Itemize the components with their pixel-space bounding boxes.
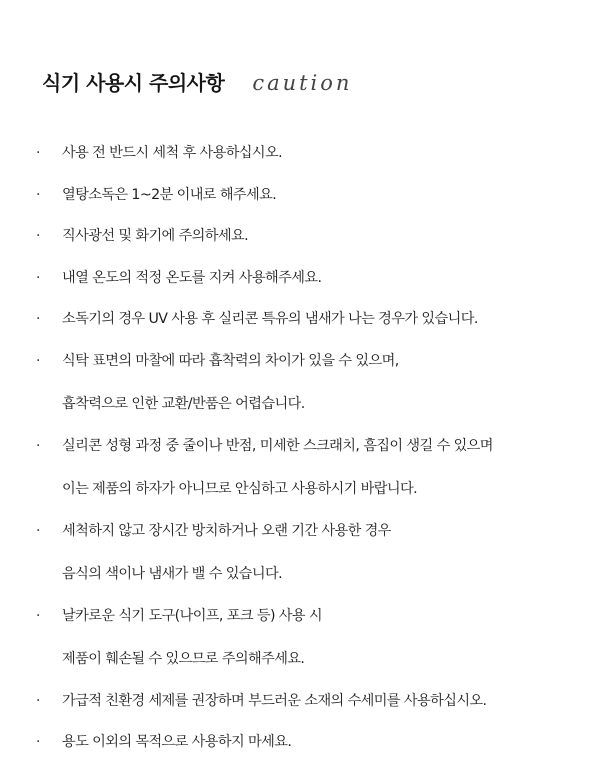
- list-item-line: 사용 전 반드시 세척 후 사용하십시오.: [62, 145, 283, 161]
- line-spacer: [62, 632, 576, 644]
- bullet-dot-icon: ·: [36, 311, 41, 327]
- list-item-line: 용도 이외의 목적으로 사용하지 마세요.: [62, 734, 292, 750]
- bullet-dot-icon: ·: [36, 352, 41, 369]
- list-item: [36, 221, 576, 253]
- list-spacer: [36, 294, 576, 304]
- list-item-text: [62, 346, 576, 421]
- header: [42, 66, 352, 96]
- list-item: [36, 727, 576, 759]
- list-item-line: 실리콘 성형 과정 중 줄이나 반점, 미세한 스크래치, 흠집이 생길 수 있으며: [62, 437, 493, 454]
- list-item-text: [62, 263, 576, 295]
- list-spacer: [36, 336, 576, 346]
- list-item: [36, 263, 576, 295]
- list-spacer: [36, 211, 576, 221]
- line-spacer: [62, 377, 576, 389]
- list-item-text: [62, 221, 576, 253]
- list-item: [36, 346, 576, 421]
- list-item-line: 가급적 친환경 세제를 권장하며 부드러운 소재의 수세미를 사용하십시오.: [62, 692, 487, 709]
- caution-list: [36, 138, 576, 759]
- bullet-dot-icon: ·: [36, 186, 41, 203]
- bullet-dot-icon: ·: [36, 145, 41, 161]
- list-item-text: [62, 431, 576, 506]
- list-item: [36, 686, 576, 718]
- list-item-text: [62, 686, 576, 718]
- bullet-dot-icon: ·: [36, 269, 41, 286]
- bullet-dot-icon: ·: [36, 692, 41, 709]
- list-item-text: [62, 601, 576, 676]
- list-item-line: 제품이 훼손될 수 있으므로 주의해주세요.: [62, 651, 305, 667]
- bullet-dot-icon: ·: [36, 228, 41, 244]
- list-item-line: 내열 온도의 적정 온도를 지켜 사용해주세요.: [62, 269, 322, 286]
- list-spacer: [36, 506, 576, 516]
- line-spacer: [62, 462, 576, 474]
- list-item-line: 직사광선 및 화기에 주의하세요.: [62, 228, 249, 244]
- list-spacer: [36, 421, 576, 431]
- list-item: [36, 601, 576, 676]
- list-item-line: 소독기의 경우 UV 사용 후 실리콘 특유의 냄새가 나는 경우가 있습니다.: [62, 311, 478, 327]
- list-item-line: 이는 제품의 하자가 아니므로 안심하고 사용하시기 바랍니다.: [62, 481, 417, 497]
- page-title: 식기 사용시 주의사항: [42, 70, 225, 95]
- list-item-line: 흡착력으로 인한 교환/반품은 어렵습니다.: [62, 396, 305, 412]
- list-item: [36, 516, 576, 591]
- list-item-text: [62, 180, 576, 212]
- list-item-line: 음식의 색이나 냄새가 밸 수 있습니다.: [62, 566, 283, 582]
- list-item-line: 식탁 표면의 마찰에 따라 흡착력의 차이가 있을 수 있으며,: [62, 352, 399, 369]
- list-item-line: 날카로운 식기 도구(나이프, 포크 등) 사용 시: [62, 607, 323, 624]
- list-spacer: [36, 253, 576, 263]
- list-item: [36, 138, 576, 170]
- caution-script-label: caution: [252, 71, 353, 95]
- bullet-dot-icon: ·: [36, 734, 41, 750]
- list-item: [36, 180, 576, 212]
- list-item-text: [62, 516, 576, 591]
- bullet-dot-icon: ·: [36, 522, 41, 539]
- list-spacer: [36, 676, 576, 686]
- bullet-dot-icon: ·: [36, 437, 41, 454]
- list-item-text: [62, 727, 576, 759]
- list-item-line: 세척하지 않고 장시간 방치하거나 오랜 기간 사용한 경우: [62, 522, 391, 539]
- list-item: [36, 304, 576, 336]
- list-item: [36, 431, 576, 506]
- list-spacer: [36, 717, 576, 727]
- list-spacer: [36, 170, 576, 180]
- line-spacer: [62, 547, 576, 559]
- list-item-text: [62, 138, 576, 170]
- bullet-dot-icon: ·: [36, 607, 41, 624]
- list-item-text: [62, 304, 576, 336]
- list-item-line: 열탕소독은 1~2분 이내로 해주세요.: [62, 186, 277, 203]
- list-spacer: [36, 591, 576, 601]
